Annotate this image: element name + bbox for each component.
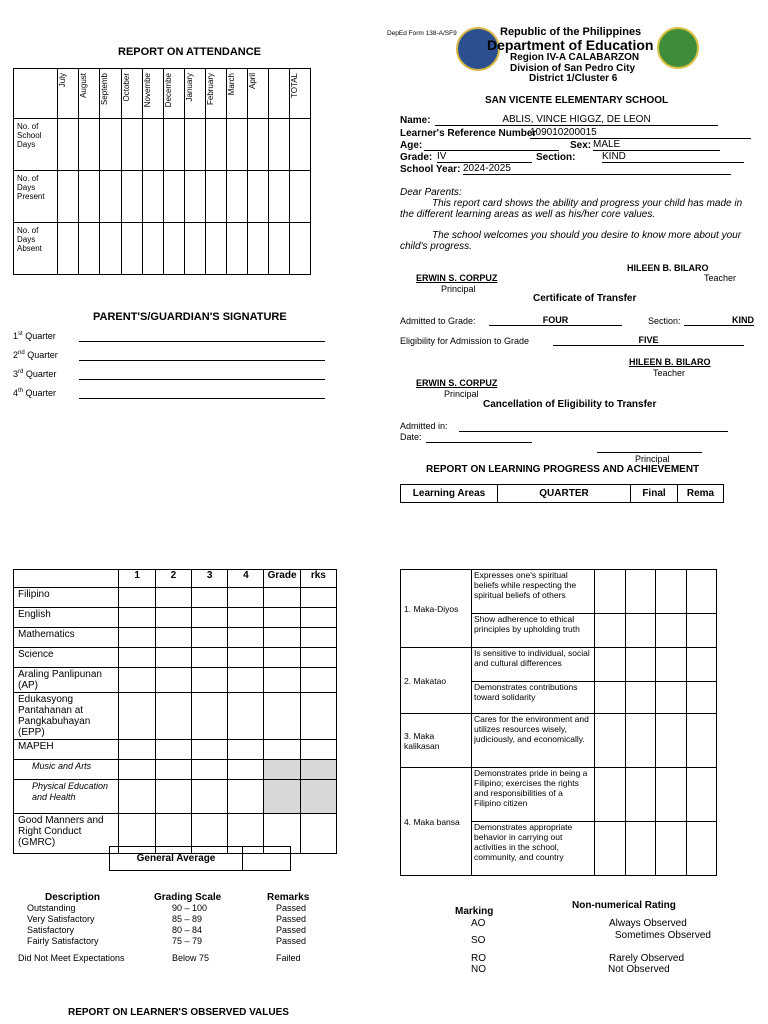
admitted-grade-value: FOUR [489, 315, 622, 326]
grade-cell [228, 760, 264, 780]
month-header [248, 69, 269, 119]
month-header [121, 69, 142, 119]
section-value: KIND [602, 151, 744, 163]
subject-row [14, 668, 337, 693]
month-header [163, 69, 184, 119]
subject-name: English [14, 608, 119, 628]
attendance-cell [248, 119, 269, 171]
scale-remark: Passed [276, 914, 307, 924]
admitted-in-line [459, 421, 728, 432]
attendance-cell [269, 171, 289, 223]
quarter-text: Quarter [23, 369, 57, 379]
progress-header-cell: Learning Areas [401, 485, 498, 503]
sex-value: MALE [593, 139, 720, 151]
admitted-grade-label: Admitted to Grade: [400, 316, 476, 326]
scale-range: 85 – 89 [172, 914, 203, 924]
grade-cell [119, 648, 155, 668]
form-number: DepEd Form 138-A/SF9 [387, 30, 457, 37]
subject-name: Science [14, 648, 119, 668]
attendance-row [14, 171, 311, 223]
subject-row [14, 693, 337, 740]
attendance-row-label: No. of Days Absent [14, 223, 58, 275]
values-cell [595, 682, 626, 714]
division-seal-icon [657, 27, 699, 69]
attendance-cell [227, 171, 248, 223]
grade-cell [155, 780, 191, 814]
marking-description: Rarely Observed [609, 953, 685, 964]
lrn-label: Learner's Reference Number [400, 128, 537, 139]
grade-cell [300, 648, 336, 668]
attendance-cell [289, 119, 310, 171]
signature-line [79, 341, 325, 342]
general-average-table [109, 846, 291, 871]
values-cell [686, 714, 717, 768]
subject-name: Filipino [14, 588, 119, 608]
attendance-cell [206, 171, 227, 223]
grade-cell [300, 760, 336, 780]
grade-cell [191, 588, 227, 608]
scale-description: Did Not Meet Expectations [18, 953, 125, 963]
attendance-cell [58, 171, 79, 223]
attendance-table [13, 68, 311, 275]
core-value: 2. Makatao [401, 648, 472, 714]
values-cell [625, 648, 656, 682]
quarter-number: 3 [13, 369, 19, 379]
grade-cell [119, 608, 155, 628]
attendance-cell [206, 119, 227, 171]
subject-row [14, 648, 337, 668]
behavior-statement: Expresses one's spiritual beliefs while respecting the spiritual beliefs of others [472, 570, 595, 614]
grade-cell [155, 608, 191, 628]
grade-cell [155, 628, 191, 648]
marking-header: Marking [455, 906, 494, 917]
grade-cell [191, 628, 227, 648]
rating-header: Non-numerical Rating [572, 900, 676, 911]
grades-table [13, 569, 337, 854]
grade-cell [300, 780, 336, 814]
grade-cell [191, 760, 227, 780]
subject-name: Good Manners and Right Conduct (GMRC) [14, 814, 119, 854]
scale-remark: Passed [276, 925, 307, 935]
scale-remark: Failed [276, 953, 301, 963]
transfer-section-value: KIND [684, 315, 754, 326]
behavior-statement: Show adherence to ethical principles by upholding truth [472, 614, 595, 648]
grade-cell [119, 693, 155, 740]
sy-value: 2024-2025 [463, 163, 731, 175]
section-label: Section: [536, 152, 576, 163]
values-cell [625, 822, 656, 876]
signature-line [79, 360, 325, 361]
grade-cell [264, 668, 300, 693]
month-header [289, 69, 310, 119]
grade-cell [228, 668, 264, 693]
scale-remark: Passed [276, 903, 307, 913]
behavior-statement: Cares for the environment and utilizes resources wisely, judiciously, and economically. [472, 714, 595, 768]
values-cell [595, 822, 626, 876]
month-label: August [79, 73, 89, 98]
values-cell [625, 614, 656, 648]
scale-description: Outstanding [27, 903, 76, 913]
region: Region IV-A CALABARZON [510, 52, 640, 63]
values-row [401, 714, 717, 768]
attendance-row [14, 223, 311, 275]
attendance-cell [100, 171, 121, 223]
core-value: 4. Maka bansa [401, 768, 472, 876]
quarter-text: Quarter [24, 350, 58, 360]
signature-line [79, 398, 325, 399]
subject-row [14, 588, 337, 608]
values-cell [686, 822, 717, 876]
grade-cell [228, 693, 264, 740]
principal-name: ERWIN S. CORPUZ [416, 273, 498, 283]
progress-header-table [400, 484, 724, 503]
principal-role-2: Principal [444, 389, 479, 399]
quarter-number: 2 [13, 350, 19, 360]
quarter-suffix: th [18, 388, 24, 394]
month-header [206, 69, 227, 119]
attendance-cell [142, 119, 163, 171]
name-label: Name: [400, 115, 431, 126]
values-cell [656, 648, 687, 682]
quarter-number: 4 [13, 388, 19, 398]
attendance-row-label: No. of School Days [14, 119, 58, 171]
attendance-cell [269, 119, 289, 171]
quarter-header: 2 [155, 570, 191, 588]
behavior-statement: Demonstrates contributions toward solidarity [472, 682, 595, 714]
age-label: Age: [400, 140, 423, 151]
grade-cell [300, 608, 336, 628]
grade-cell [191, 740, 227, 760]
grade-cell [155, 740, 191, 760]
quarter-header: rks [300, 570, 336, 588]
grade-cell [228, 628, 264, 648]
age-line [424, 139, 559, 151]
attendance-cell [163, 119, 184, 171]
attendance-cell [142, 171, 163, 223]
scale-description: Fairly Satisfactory [27, 936, 99, 946]
learner-name: ABLIS, VINCE HIGGZ, DE LEON [435, 114, 718, 126]
values-cell [625, 570, 656, 614]
subject-row [14, 628, 337, 648]
quarter-header: 1 [119, 570, 155, 588]
grade-cell [300, 693, 336, 740]
grade-cell [228, 608, 264, 628]
grade-cell [264, 588, 300, 608]
grade-cell [264, 740, 300, 760]
subject-name: Araling Panlipunan (AP) [14, 668, 119, 693]
month-label: January [184, 73, 194, 102]
grade-cell [191, 608, 227, 628]
values-cell [595, 648, 626, 682]
grade-cell [119, 760, 155, 780]
grade-cell [191, 693, 227, 740]
progress-header-cell: Rema [678, 485, 724, 503]
values-cell [656, 570, 687, 614]
subject-row [14, 608, 337, 628]
month-label: July [58, 73, 68, 88]
month-header [142, 69, 163, 119]
attendance-cell [79, 171, 100, 223]
school-name: SAN VICENTE ELEMENTARY SCHOOL [485, 95, 669, 106]
sy-label: School Year: [400, 164, 461, 175]
letter-paragraph-1: This report card shows the ability and progress your child has made in the different learning areas as well as his/her core values. [400, 198, 743, 220]
month-label: April [248, 73, 258, 90]
grade-cell [191, 668, 227, 693]
cancellation-principal: Principal [635, 454, 670, 464]
month-label: Decembe [163, 73, 173, 108]
attendance-cell [58, 119, 79, 171]
subject-name: MAPEH [14, 740, 119, 760]
attendance-cell [79, 223, 100, 275]
attendance-cell [79, 119, 100, 171]
attendance-cell [58, 223, 79, 275]
district: District 1/Cluster 6 [529, 73, 618, 84]
values-row [401, 768, 717, 822]
values-cell [686, 768, 717, 822]
attendance-cell [121, 223, 142, 275]
attendance-cell [248, 223, 269, 275]
grade-cell [264, 628, 300, 648]
eligibility-value: FIVE [553, 335, 744, 346]
grade-cell [300, 740, 336, 760]
values-cell [625, 714, 656, 768]
sex-label: Sex: [570, 140, 592, 151]
month-header [269, 69, 289, 119]
progress-title: REPORT ON LEARNING PROGRESS AND ACHIEVEMENT [426, 464, 700, 475]
grade-cell [155, 693, 191, 740]
attendance-cell [227, 223, 248, 275]
month-label: Septemb [100, 73, 110, 106]
core-value: 1. Maka-Diyos [401, 570, 472, 648]
attendance-cell [184, 223, 205, 275]
grade-cell [300, 668, 336, 693]
scale-range: 90 – 100 [172, 903, 208, 913]
subject-name: Edukasyong Pantahanan at Pangkabuhayan (EPP) [14, 693, 119, 740]
principal-role: Principal [441, 284, 476, 294]
month-label: March [227, 73, 237, 96]
values-cell [656, 768, 687, 822]
division: Division of San Pedro City [510, 63, 636, 74]
date-line [426, 432, 532, 443]
marking-code: AO [471, 918, 486, 929]
grade-cell [228, 780, 264, 814]
values-row [401, 648, 717, 682]
quarter-label [13, 369, 56, 379]
values-cell [686, 570, 717, 614]
attendance-cell [184, 119, 205, 171]
attendance-cell [289, 223, 310, 275]
date-label: Date: [400, 432, 422, 442]
values-cell [686, 648, 717, 682]
month-label: TOTAL [289, 73, 299, 99]
marking-description: Always Observed [609, 918, 687, 929]
subject-name: Physical Education and Health [14, 780, 119, 814]
grade-cell [264, 648, 300, 668]
grade-cell [264, 780, 300, 814]
lrn-value: 109010200015 [530, 127, 751, 139]
subject-row [14, 740, 337, 760]
grade-cell [155, 760, 191, 780]
month-header [79, 69, 100, 119]
eligibility-label: Eligibility for Admission to Grade [400, 336, 530, 346]
behavior-statement: Is sensitive to individual, social and cultural differences [472, 648, 595, 682]
values-cell [686, 682, 717, 714]
attendance-cell [121, 119, 142, 171]
scale-header: Description [45, 892, 101, 903]
grade-cell [191, 648, 227, 668]
marking-description: Not Observed [608, 964, 670, 975]
attendance-cell [289, 171, 310, 223]
signature-title: PARENT'S/GUARDIAN'S SIGNATURE [93, 311, 287, 323]
grade-cell [155, 588, 191, 608]
values-cell [686, 614, 717, 648]
month-header [100, 69, 121, 119]
behavior-statement: Demonstrates pride in being a Filipino; exercises the rights and responsibilities of a Filipino citizen [472, 768, 595, 822]
subject-name: Mathematics [14, 628, 119, 648]
progress-header-cell: QUARTER [498, 485, 631, 503]
values-cell [625, 768, 656, 822]
admitted-in-label: Admitted in: [400, 421, 448, 431]
transfer-title: Certificate of Transfer [533, 293, 637, 304]
subject-row [14, 780, 337, 814]
grade-cell [119, 628, 155, 648]
grade-cell [264, 608, 300, 628]
marking-code: NO [471, 964, 486, 975]
month-header [184, 69, 205, 119]
quarter-text: Quarter [23, 388, 57, 398]
month-header [227, 69, 248, 119]
teacher-name: HILEEN B. BILARO [627, 263, 709, 273]
attendance-cell [121, 171, 142, 223]
subject-row [14, 760, 337, 780]
grade-cell [264, 693, 300, 740]
grade-cell [155, 668, 191, 693]
quarter-header: 3 [191, 570, 227, 588]
grade-cell [264, 760, 300, 780]
grade-value: IV [437, 151, 532, 163]
quarter-suffix: nd [18, 350, 25, 356]
scale-range: 80 – 84 [172, 925, 203, 935]
month-label: October [121, 73, 131, 102]
attendance-title: REPORT ON ATTENDANCE [118, 46, 261, 58]
subject-name: Music and Arts [14, 760, 119, 780]
values-cell [656, 614, 687, 648]
grade-cell [119, 780, 155, 814]
marking-description: Sometimes Observed [614, 930, 711, 941]
general-average-label: General Average [110, 847, 243, 871]
values-cell [656, 822, 687, 876]
scale-header: Grading Scale [154, 892, 222, 903]
attendance-cell [227, 119, 248, 171]
grade-cell [300, 814, 336, 854]
quarter-number: 1 [13, 331, 19, 341]
principal-name-2: ERWIN S. CORPUZ [416, 378, 498, 388]
attendance-cell [100, 119, 121, 171]
cancellation-title: Cancellation of Eligibility to Transfer [483, 399, 657, 410]
grade-cell [228, 648, 264, 668]
quarter-header: 4 [228, 570, 264, 588]
letter-paragraph-2: The school welcomes you should you desire to know more about your child's progress. [400, 230, 742, 252]
teacher-role-2: Teacher [653, 368, 686, 378]
values-cell [656, 682, 687, 714]
scale-header: Remarks [267, 892, 310, 903]
values-cell [595, 570, 626, 614]
attendance-row-label: No. of Days Present [14, 171, 58, 223]
transfer-section-label: Section: [648, 316, 681, 326]
attendance-cell [100, 223, 121, 275]
attendance-cell [142, 223, 163, 275]
attendance-row [14, 119, 311, 171]
attendance-cell [163, 223, 184, 275]
republic: Republic of the Philippines [500, 26, 642, 38]
values-cell [625, 682, 656, 714]
department: Department of Education [487, 37, 654, 53]
scale-description: Very Satisfactory [27, 914, 95, 924]
values-row [401, 570, 717, 614]
grade-cell [300, 628, 336, 648]
teacher-role: Teacher [704, 273, 737, 283]
grade-label: Grade: [400, 152, 433, 163]
attendance-cell [248, 171, 269, 223]
letter-greeting: Dear Parents: [400, 187, 462, 198]
values-cell [595, 714, 626, 768]
month-label: Novembe [142, 73, 152, 108]
quarter-suffix: st [18, 331, 23, 337]
scale-range: Below 75 [172, 953, 210, 963]
grade-cell [119, 740, 155, 760]
scale-description: Satisfactory [27, 925, 75, 935]
grade-cell [228, 588, 264, 608]
cancellation-sign-line [597, 452, 702, 453]
quarter-suffix: rd [18, 369, 24, 375]
attendance-cell [163, 171, 184, 223]
attendance-cell [184, 171, 205, 223]
values-cell [656, 714, 687, 768]
grade-cell [119, 588, 155, 608]
values-title: REPORT ON LEARNER'S OBSERVED VALUES [68, 1007, 289, 1018]
grade-cell [228, 740, 264, 760]
scale-remark: Passed [276, 936, 307, 946]
core-value: 3. Maka kalikasan [401, 714, 472, 768]
teacher-name-2: HILEEN B. BILARO [629, 357, 711, 367]
quarter-label [13, 350, 58, 360]
quarter-label [13, 331, 56, 341]
scale-range: 75 – 79 [172, 936, 203, 946]
grade-cell [300, 588, 336, 608]
behavior-statement: Demonstrates appropriate behavior in carrying out activities in the school, community, and country [472, 822, 595, 876]
values-table [400, 569, 717, 876]
grade-cell [191, 780, 227, 814]
quarter-text: Quarter [22, 331, 56, 341]
month-header [58, 69, 79, 119]
month-label: February [206, 73, 215, 106]
values-cell [595, 768, 626, 822]
attendance-cell [269, 223, 289, 275]
grade-cell [119, 668, 155, 693]
grade-cell [155, 648, 191, 668]
quarter-label [13, 388, 56, 398]
attendance-cell [206, 223, 227, 275]
marking-code: SO [471, 935, 486, 946]
values-cell [595, 614, 626, 648]
marking-code: RO [471, 953, 486, 964]
signature-line [79, 379, 325, 380]
quarter-header: Grade [264, 570, 300, 588]
progress-header-cell: Final [631, 485, 678, 503]
